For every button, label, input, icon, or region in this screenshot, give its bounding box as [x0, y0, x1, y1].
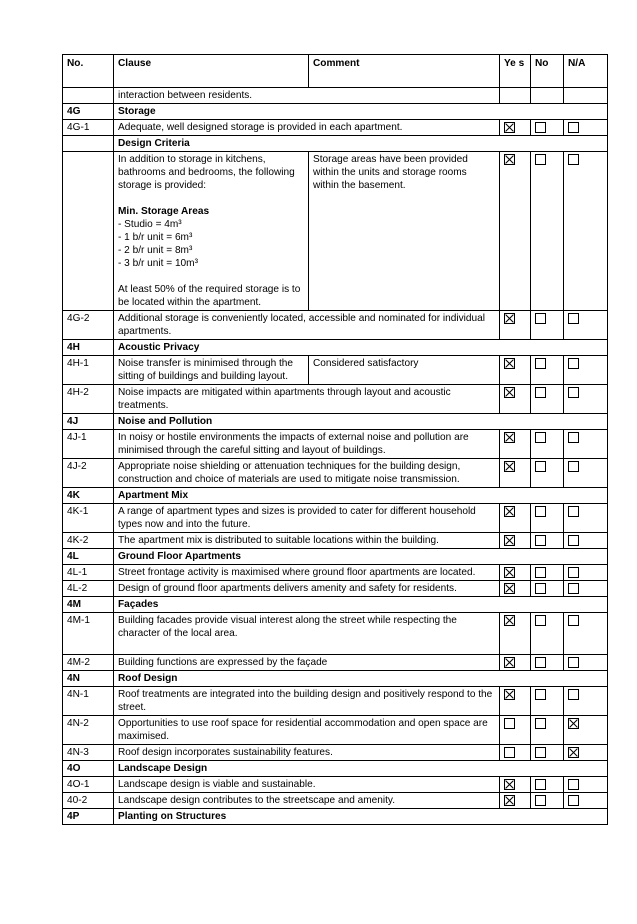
design-criteria-title: Design Criteria: [114, 136, 608, 152]
clause-text: Noise impacts are mitigated within apartments through layout and acoustic treatments.: [114, 385, 500, 414]
no-checkbox[interactable]: [535, 387, 546, 398]
criteria-item: - 3 b/r unit = 10m³: [118, 258, 198, 269]
clause-row-4g-2: [63, 311, 608, 340]
yes-checkbox[interactable]: [504, 358, 515, 369]
na-checkbox[interactable]: [568, 313, 579, 324]
na-checkbox[interactable]: [568, 689, 579, 700]
na-checkbox[interactable]: [568, 583, 579, 594]
yes-checkbox[interactable]: [504, 779, 515, 790]
na-checkbox[interactable]: [568, 122, 579, 133]
no-checkbox[interactable]: [535, 432, 546, 443]
yes-checkbox[interactable]: [504, 718, 515, 729]
clause-row-4k-2: [63, 533, 608, 549]
clause-text: The apartment mix is distributed to suitable locations within the building.: [114, 533, 500, 549]
section-title: Landscape Design: [114, 761, 608, 777]
section-row-4m: [63, 597, 608, 613]
na-checkbox[interactable]: [568, 432, 579, 443]
yes-checkbox[interactable]: [504, 747, 515, 758]
criteria-outro: At least 50% of the required storage is to be located within the apartment.: [118, 284, 301, 308]
section-code: 4M: [63, 597, 114, 613]
section-row-4j: [63, 414, 608, 430]
na-checkbox[interactable]: [568, 535, 579, 546]
na-checkbox[interactable]: [568, 387, 579, 398]
clause-row-4n-2: [63, 716, 608, 745]
criteria-item: - 1 b/r unit = 6m³: [118, 232, 193, 243]
clause-text: Street frontage activity is maximised where ground floor apartments are located.: [114, 565, 500, 581]
clause-code: 4L-2: [63, 581, 114, 597]
no-checkbox[interactable]: [535, 657, 546, 668]
no-checkbox[interactable]: [535, 567, 546, 578]
section-title: Planting on Structures: [114, 809, 608, 825]
no-checkbox[interactable]: [535, 122, 546, 133]
no-checkbox[interactable]: [535, 583, 546, 594]
clause-row-4k-1: [63, 504, 608, 533]
header-row: [63, 55, 608, 88]
section-row-4h: [63, 340, 608, 356]
clause-code: 4K-2: [63, 533, 114, 549]
na-checkbox[interactable]: [568, 779, 579, 790]
yes-checkbox[interactable]: [504, 535, 515, 546]
section-title: Ground Floor Apartments: [114, 549, 608, 565]
clause-text: interaction between residents.: [114, 88, 500, 104]
clause-row-4n-1: [63, 687, 608, 716]
section-code: 4J: [63, 414, 114, 430]
no-checkbox[interactable]: [535, 461, 546, 472]
na-checkbox[interactable]: [568, 718, 579, 729]
clause-code: 4J-2: [63, 459, 114, 488]
no-checkbox[interactable]: [535, 615, 546, 626]
na-checkbox[interactable]: [568, 461, 579, 472]
yes-checkbox[interactable]: [504, 387, 515, 398]
col-header-yes: Ye s: [500, 55, 531, 88]
clause-text: Roof design incorporates sustainability features.: [114, 745, 500, 761]
clause-text: Building facades provide visual interest along the street while respecting the character of the local area.: [114, 613, 500, 655]
section-title: Acoustic Privacy: [114, 340, 608, 356]
yes-checkbox[interactable]: [504, 461, 515, 472]
yes-checkbox[interactable]: [504, 122, 515, 133]
no-checkbox[interactable]: [535, 313, 546, 324]
section-title: Apartment Mix: [114, 488, 608, 504]
na-checkbox[interactable]: [568, 795, 579, 806]
na-checkbox[interactable]: [568, 657, 579, 668]
clause-row-4h-2: [63, 385, 608, 414]
na-checkbox[interactable]: [568, 567, 579, 578]
clause-row-4l-1: [63, 565, 608, 581]
section-row-4l: [63, 549, 608, 565]
section-row-4p: [63, 809, 608, 825]
criteria-item: - Studio = 4m³: [118, 219, 182, 230]
no-checkbox[interactable]: [535, 154, 546, 165]
comment-text: Storage areas have been provided within the units and storage rooms within the basement.: [309, 152, 500, 311]
clause-code: 4O-1: [63, 777, 114, 793]
no-checkbox[interactable]: [535, 506, 546, 517]
section-code: 4N: [63, 671, 114, 687]
clause-code: 4H-2: [63, 385, 114, 414]
section-code: 4L: [63, 549, 114, 565]
clause-code: 4N-1: [63, 687, 114, 716]
clause-code: 4H-1: [63, 356, 114, 385]
clause-row-4o-2: [63, 793, 608, 809]
no-checkbox[interactable]: [535, 535, 546, 546]
section-title: Roof Design: [114, 671, 608, 687]
clause-text: In noisy or hostile environments the impacts of external noise and pollution are minimised through the careful sitting and layout of buildings.: [114, 430, 500, 459]
clause-text: Noise transfer is minimised through the sitting of buildings and building layout.: [114, 356, 309, 385]
clause-row-4m-1: [63, 613, 608, 655]
no-checkbox[interactable]: [535, 747, 546, 758]
clause-code: 4K-1: [63, 504, 114, 533]
section-code: 4P: [63, 809, 114, 825]
col-header-no: No.: [63, 55, 114, 88]
clause-text: Landscape design is viable and sustainable.: [114, 777, 500, 793]
clause-row-4n-3: [63, 745, 608, 761]
no-checkbox[interactable]: [535, 358, 546, 369]
clause-row-4j-2: [63, 459, 608, 488]
section-code: 4K: [63, 488, 114, 504]
clause-code: 4G-1: [63, 120, 114, 136]
yes-checkbox[interactable]: [504, 432, 515, 443]
col-header-comment: Comment: [309, 55, 500, 88]
criteria-intro: In addition to storage in kitchens, bathrooms and bedrooms, the following storage is provided:: [118, 154, 295, 191]
section-row-4g: [63, 104, 608, 120]
clause-code: 4M-1: [63, 613, 114, 655]
col-header-clause: Clause: [114, 55, 309, 88]
design-criteria-text: [114, 152, 309, 311]
clause-text: Roof treatments are integrated into the building design and positively respond to the street.: [114, 687, 500, 716]
no-checkbox[interactable]: [535, 689, 546, 700]
na-checkbox[interactable]: [568, 506, 579, 517]
clause-text: Appropriate noise shielding or attenuation techniques for the building design, construction and choice of materials are used to mitigate noise transmission.: [114, 459, 500, 488]
clause-row-4m-2: [63, 655, 608, 671]
section-row-4n: [63, 671, 608, 687]
clause-code: 4J-1: [63, 430, 114, 459]
clause-code: 4N-2: [63, 716, 114, 745]
design-criteria-row: [63, 136, 608, 152]
col-header-na: N/A: [564, 55, 608, 88]
col-header-no-option: No: [531, 55, 564, 88]
clause-text: A range of apartment types and sizes is provided to cater for different household types now and into the future.: [114, 504, 500, 533]
section-title: Storage: [114, 104, 608, 120]
yes-checkbox[interactable]: [504, 795, 515, 806]
yes-checkbox[interactable]: [504, 583, 515, 594]
clause-text: Opportunities to use roof space for residential accommodation and open space are maximised.: [114, 716, 500, 745]
section-code: 4O: [63, 761, 114, 777]
comment-text: Considered satisfactory: [309, 356, 500, 385]
section-title: Noise and Pollution: [114, 414, 608, 430]
section-title: Façades: [114, 597, 608, 613]
no-checkbox[interactable]: [535, 718, 546, 729]
clause-text: Additional storage is conveniently located, accessible and nominated for individual apartments.: [114, 311, 500, 340]
na-checkbox[interactable]: [568, 154, 579, 165]
compliance-table: [62, 54, 608, 825]
section-code: 4G: [63, 104, 114, 120]
clause-code: 4L-1: [63, 565, 114, 581]
section-code: 4H: [63, 340, 114, 356]
yes-checkbox[interactable]: [504, 154, 515, 165]
design-criteria-body-row: [63, 152, 608, 311]
no-checkbox[interactable]: [535, 779, 546, 790]
yes-checkbox[interactable]: [504, 313, 515, 324]
criteria-heading: Min. Storage Areas: [118, 206, 210, 217]
clause-code: 4N-3: [63, 745, 114, 761]
clause-text: Adequate, well designed storage is provided in each apartment.: [114, 120, 500, 136]
section-row-4k: [63, 488, 608, 504]
yes-checkbox[interactable]: [504, 657, 515, 668]
criteria-item: - 2 b/r unit = 8m³: [118, 245, 193, 256]
clause-row-4j-1: [63, 430, 608, 459]
yes-checkbox[interactable]: [504, 689, 515, 700]
clause-text: Building functions are expressed by the façade: [114, 655, 500, 671]
no-checkbox[interactable]: [535, 795, 546, 806]
clause-text: Design of ground floor apartments delivers amenity and safety for residents.: [114, 581, 500, 597]
continued-row: [63, 88, 608, 104]
yes-checkbox[interactable]: [504, 615, 515, 626]
yes-checkbox[interactable]: [504, 567, 515, 578]
section-row-4o: [63, 761, 608, 777]
clause-text: Landscape design contributes to the streetscape and amenity.: [114, 793, 500, 809]
clause-code: 4G-2: [63, 311, 114, 340]
clause-row-4g-1: [63, 120, 608, 136]
clause-row-4o-1: [63, 777, 608, 793]
na-checkbox[interactable]: [568, 615, 579, 626]
clause-row-4l-2: [63, 581, 608, 597]
na-checkbox[interactable]: [568, 747, 579, 758]
clause-code: 4M-2: [63, 655, 114, 671]
yes-checkbox[interactable]: [504, 506, 515, 517]
na-checkbox[interactable]: [568, 358, 579, 369]
clause-code: 40-2: [63, 793, 114, 809]
clause-row-4h-1: [63, 356, 608, 385]
